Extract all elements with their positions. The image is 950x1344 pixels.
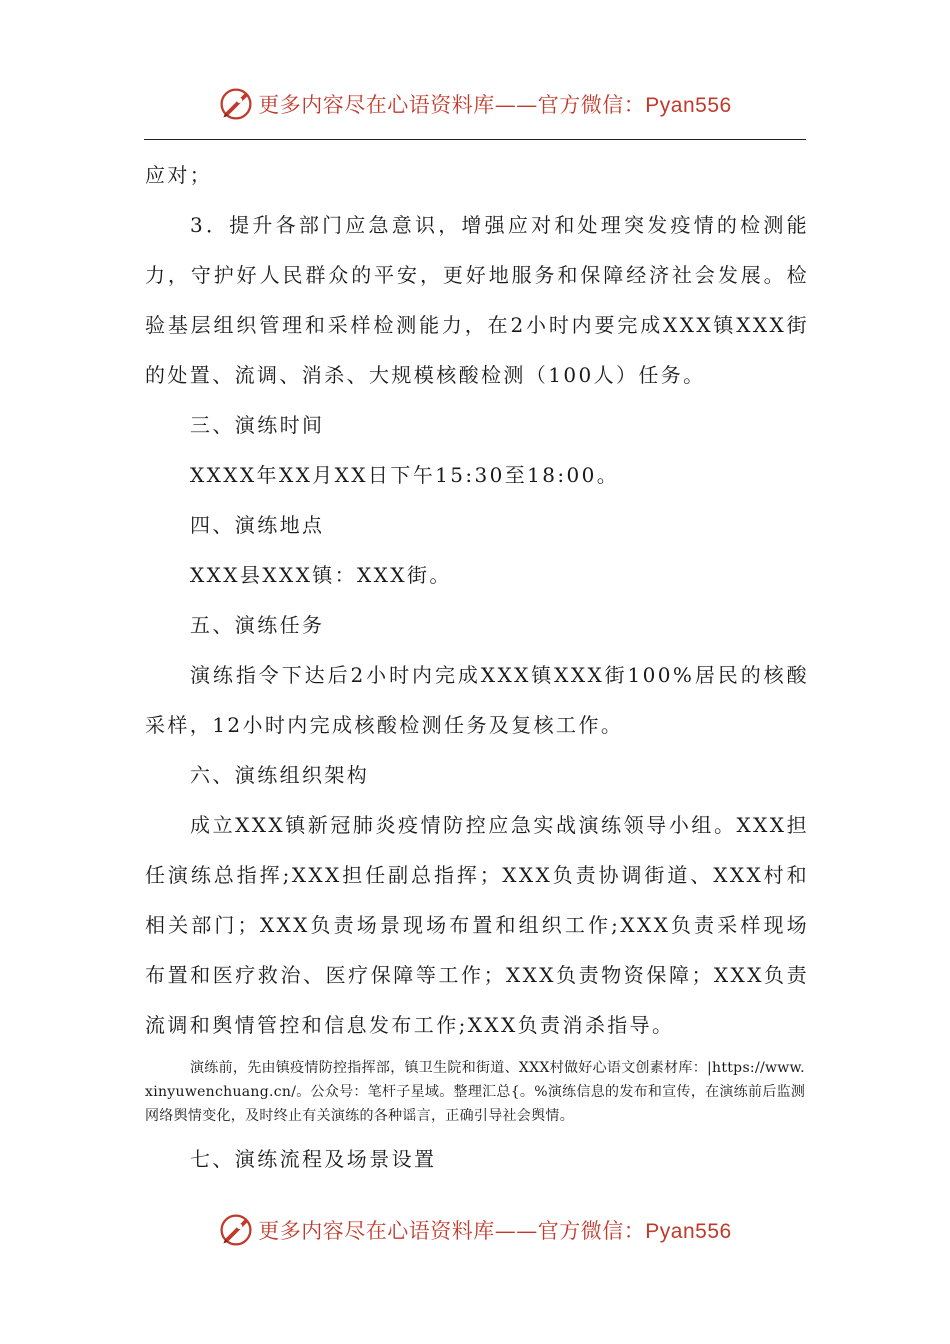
paragraph-drill-location: XXX县XXX镇：XXX街。: [190, 563, 452, 587]
banner-text: [258, 89, 731, 119]
heading-drill-location: 四、演练地点: [190, 513, 325, 537]
heading-drill-task: 五、演练任务: [190, 613, 325, 637]
footer-banner: [0, 1208, 950, 1252]
paragraph-item-3: 3．提升各部门应急意识，增强应对和处理突发疫情的检测能力，守护好人民群众的平安，更好地服务和保障经济社会发展。检验基层组织管理和采样检测能力，在2小时内要完成XXX镇XXX街的处置、流调、消杀、大规模核酸检测（100人）任务。: [145, 213, 809, 387]
paragraph-organization: 成立XXX镇新冠肺炎疫情防控应急实战演练领导小组。XXX担任演练总指挥;XXX担任副总指挥；XXX负责协调街道、XXX村和相关部门；XXX负责场景现场布置和组织工作;XXX负责采样现场布置和医疗救治、医疗保障等工作；XXX负责物资保障；XXX负责流调和舆情管控和信息发布工作;XXX负责消杀指导。: [145, 813, 809, 1037]
banner-wechat-id: Pyan556: [645, 94, 732, 117]
heading-drill-time: 三、演练时间: [190, 413, 325, 437]
document-body: [145, 150, 809, 1184]
banner-wechat-label: 官方微信：: [537, 93, 646, 117]
heading-organization: 六、演练组织架构: [190, 763, 370, 787]
paragraph-drill-task: 演练指令下达后2小时内完成XXX镇XXX街100%居民的核酸采样，12小时内完成核酸检测任务及复核工作。: [145, 663, 809, 737]
header-banner: [0, 82, 950, 126]
paragraph-small-notice: 演练前，先由镇疫情防控指挥部，镇卫生院和街道、XXX村做好心语文创素材库：|https://www.xinyuwenchuang.cn/。公众号：笔杆子星域。整理汇总{。%演练信息的发布和宣传，在演练前后监测网络舆情变化，及时终止有关演练的各种谣言，正确引导社会舆情。: [145, 1060, 806, 1124]
pen-logo-icon: [218, 1212, 254, 1248]
paragraph-drill-time: XXXX年XX月XX日下午15:30至18:00。: [190, 463, 620, 487]
paragraph-continuation: 应对；: [145, 163, 213, 187]
banner-brand: 更多内容尽在心语资料库: [258, 1219, 495, 1243]
banner-dash: ——: [494, 1219, 538, 1243]
banner-brand: 更多内容尽在心语资料库: [258, 93, 495, 117]
banner-dash: ——: [494, 93, 538, 117]
header-divider: [144, 139, 806, 140]
banner-wechat-id: Pyan556: [645, 1220, 732, 1243]
pen-logo-icon: [218, 86, 254, 122]
heading-process: 七、演练流程及场景设置: [190, 1147, 437, 1171]
banner-wechat-label: 官方微信：: [537, 1219, 646, 1243]
banner-text: [258, 1215, 731, 1245]
